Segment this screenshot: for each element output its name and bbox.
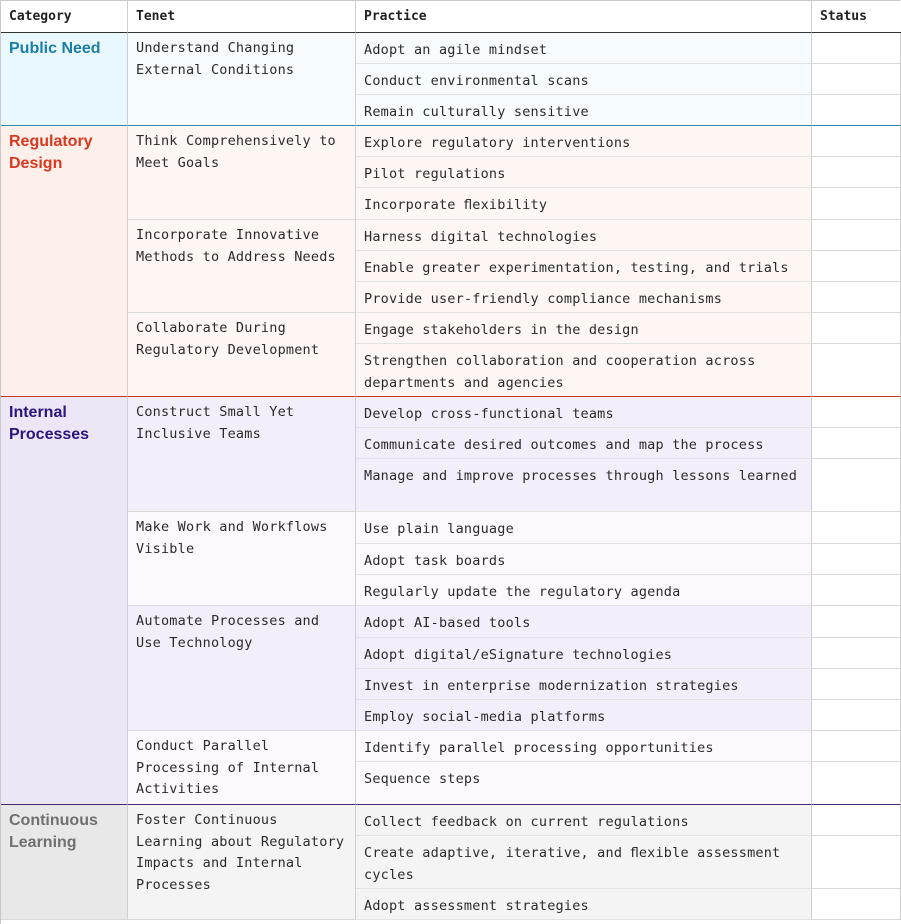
tenet-cell: Incorporate Innovative Methods to Address Needs: [128, 220, 356, 313]
status-cell[interactable]: [812, 700, 901, 731]
tenet-cell: Conduct Parallel Processing of Internal Activities: [128, 731, 356, 805]
status-cell[interactable]: [812, 638, 901, 669]
practice-cell: Adopt assessment strategies: [356, 889, 812, 920]
category-regulatory-design: Regulatory Design: [1, 126, 128, 397]
status-cell[interactable]: [812, 575, 901, 606]
status-cell[interactable]: [812, 220, 901, 251]
status-cell[interactable]: [812, 188, 901, 220]
status-cell[interactable]: [812, 669, 901, 700]
practice-cell: Enable greater experimentation, testing, and trials: [356, 251, 812, 282]
practice-cell: Sequence steps: [356, 762, 812, 805]
practice-cell: Pilot regulations: [356, 157, 812, 188]
practice-cell: Adopt AI-based tools: [356, 606, 812, 638]
practice-cell: Manage and improve processes through lessons learned: [356, 459, 812, 512]
header-status: Status: [812, 1, 901, 33]
practice-cell: Use plain language: [356, 512, 812, 544]
tenet-cell: Make Work and Workflows Visible: [128, 512, 356, 606]
tenet-cell: Collaborate During Regulatory Development: [128, 313, 356, 397]
tenet-cell: Construct Small Yet Inclusive Teams: [128, 397, 356, 512]
practice-cell: Conduct environmental scans: [356, 64, 812, 95]
status-cell[interactable]: [812, 606, 901, 638]
practice-cell: Regularly update the regulatory agenda: [356, 575, 812, 606]
tenet-cell: Foster Continuous Learning about Regulatory Impacts and Internal Processes: [128, 805, 356, 920]
practice-cell: Provide user-friendly compliance mechanisms: [356, 282, 812, 313]
status-cell[interactable]: [812, 805, 901, 836]
status-cell[interactable]: [812, 459, 901, 512]
category-public-need: Public Need: [1, 33, 128, 126]
status-cell[interactable]: [812, 889, 901, 920]
practice-cell: Develop cross-functional teams: [356, 397, 812, 428]
header-tenet: Tenet: [128, 1, 356, 33]
practice-cell: Incorporate ﬂexibility: [356, 188, 812, 220]
status-cell[interactable]: [812, 397, 901, 428]
status-cell[interactable]: [812, 64, 901, 95]
practice-cell: Identify parallel processing opportunities: [356, 731, 812, 762]
status-cell[interactable]: [812, 544, 901, 575]
practice-cell: Strengthen collaboration and cooperation across departments and agencies: [356, 344, 812, 397]
practice-cell: Employ social-media platforms: [356, 700, 812, 731]
practice-cell: Communicate desired outcomes and map the process: [356, 428, 812, 459]
status-cell[interactable]: [812, 282, 901, 313]
status-cell[interactable]: [812, 313, 901, 344]
tenet-cell: Understand Changing External Conditions: [128, 33, 356, 126]
practice-cell: Create adaptive, iterative, and ﬂexible assessment cycles: [356, 836, 812, 889]
practice-cell: Harness digital technologies: [356, 220, 812, 251]
header-practice: Practice: [356, 1, 812, 33]
practice-cell: Collect feedback on current regulations: [356, 805, 812, 836]
status-cell[interactable]: [812, 251, 901, 282]
practice-cell: Adopt task boards: [356, 544, 812, 575]
status-cell[interactable]: [812, 126, 901, 157]
header-category: Category: [1, 1, 128, 33]
practice-cell: Adopt an agile mindset: [356, 33, 812, 64]
practice-cell: Remain culturally sensitive: [356, 95, 812, 126]
status-cell[interactable]: [812, 344, 901, 397]
tenet-cell: Automate Processes and Use Technology: [128, 606, 356, 731]
status-cell[interactable]: [812, 731, 901, 762]
status-cell[interactable]: [812, 95, 901, 126]
tenet-cell: Think Comprehensively to Meet Goals: [128, 126, 356, 220]
category-continuous-learning: Continuous Learning: [1, 805, 128, 920]
status-cell[interactable]: [812, 512, 901, 544]
status-cell[interactable]: [812, 33, 901, 64]
status-cell[interactable]: [812, 762, 901, 805]
status-cell[interactable]: [812, 157, 901, 188]
status-cell[interactable]: [812, 836, 901, 889]
practice-cell: Engage stakeholders in the design: [356, 313, 812, 344]
practice-cell: Explore regulatory interventions: [356, 126, 812, 157]
category-internal-processes: Internal Processes: [1, 397, 128, 805]
status-cell[interactable]: [812, 428, 901, 459]
practice-cell: Adopt digital/eSignature technologies: [356, 638, 812, 669]
practice-cell: Invest in enterprise modernization strategies: [356, 669, 812, 700]
